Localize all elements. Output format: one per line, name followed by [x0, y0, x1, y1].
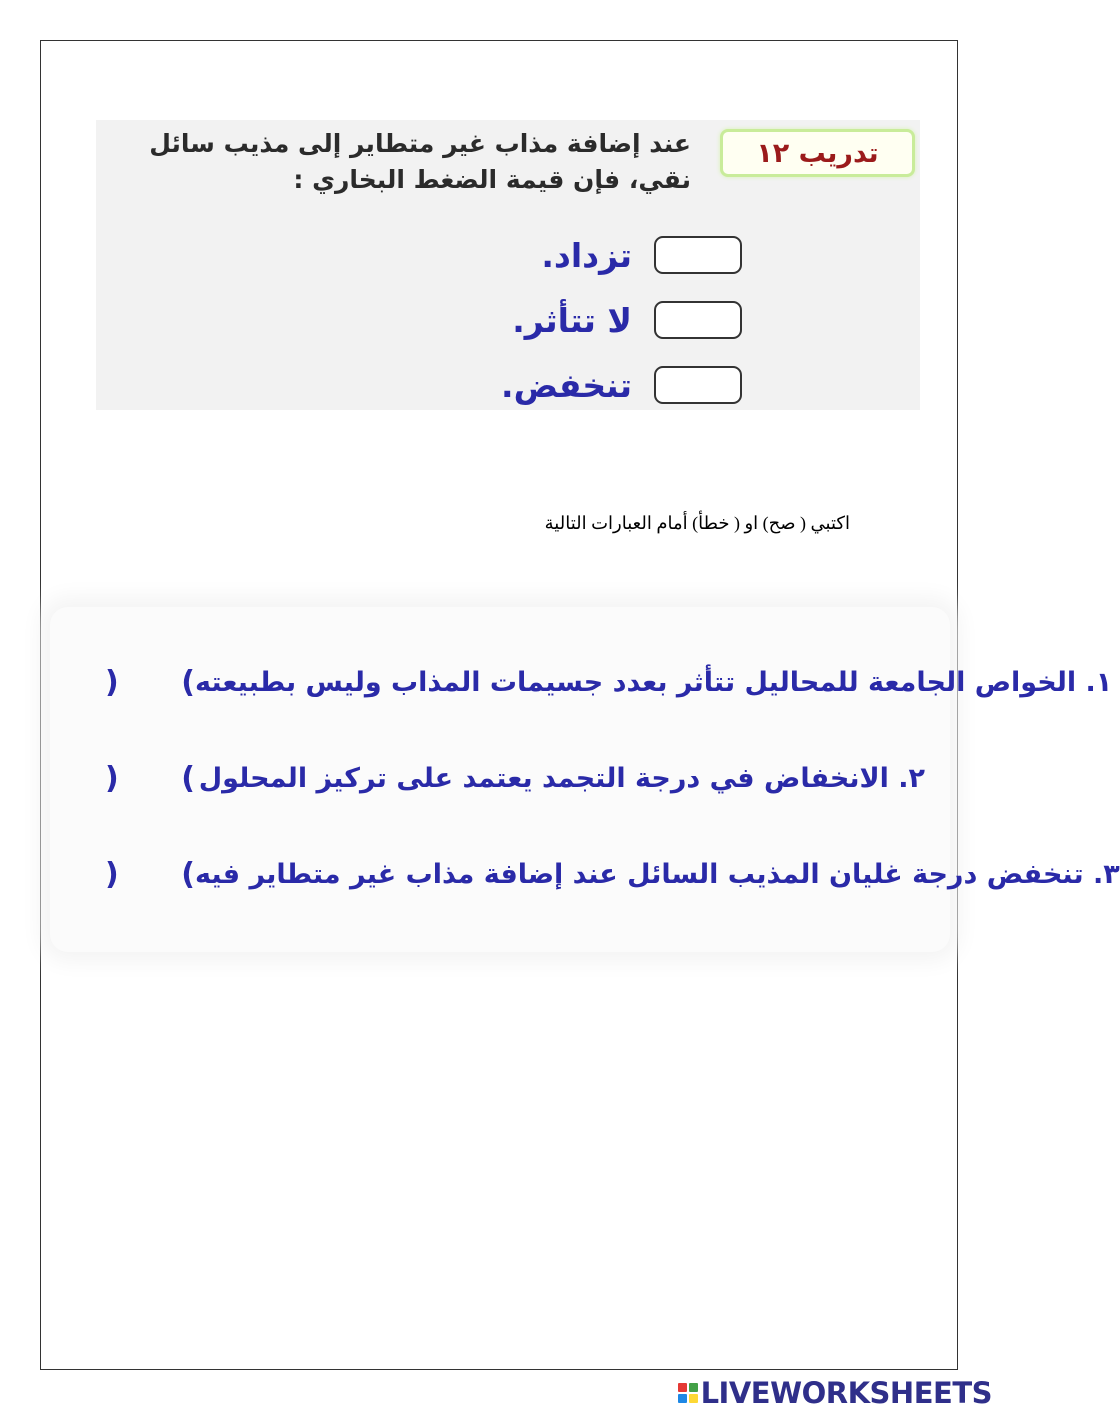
option-increase [456, 232, 742, 278]
paren-open: ) [105, 760, 119, 796]
option-decrease-label: تنخفض. [501, 365, 632, 405]
logo-square-3 [678, 1394, 687, 1403]
statement-1-text: ١. الخواص الجامعة للمحاليل تتأثر بعدد جسيمات المذاب وليس بطبيعته [195, 666, 1113, 698]
exercise-panel [96, 120, 920, 410]
option-unaffected-label: لا تتأثر. [512, 300, 632, 340]
instruction-text: اكتبي ( صح) او ( خطأ) أمام العبارات التالية [544, 513, 850, 533]
paren-close: ( [181, 760, 195, 796]
true-false-panel [50, 607, 1120, 952]
logo-text: LIVEWORKSHEETS [700, 1376, 992, 1410]
logo-grid-icon [678, 1383, 698, 1403]
logo-square-4 [689, 1394, 698, 1403]
option-unaffected-checkbox[interactable] [654, 301, 742, 339]
statement-2-answer-field[interactable] [105, 761, 195, 796]
liveworksheets-logo [678, 1376, 992, 1410]
logo-square-2 [689, 1383, 698, 1392]
option-increase-checkbox[interactable] [654, 236, 742, 274]
option-increase-label: تزداد. [541, 235, 632, 275]
paren-open: ) [105, 856, 119, 892]
statement-3-answer-field[interactable] [105, 857, 195, 892]
paren-close: ( [181, 664, 195, 700]
statement-3 [105, 849, 1120, 899]
paren-open: ) [105, 664, 119, 700]
statement-1 [105, 657, 1113, 707]
option-decrease [456, 362, 742, 408]
statement-2 [105, 753, 925, 803]
statement-3-text: ٣. تنخفض درجة غليان المذيب السائل عند إضافة مذاب غير متطاير فيه [195, 858, 1120, 890]
exercise-badge: تدريب ١٢ [720, 129, 915, 177]
statement-2-text: ٢. الانخفاض في درجة التجمد يعتمد على تركيز المحلول [198, 762, 925, 794]
option-decrease-checkbox[interactable] [654, 366, 742, 404]
option-unaffected [456, 297, 742, 343]
logo-square-1 [678, 1383, 687, 1392]
statement-1-answer-field[interactable] [105, 665, 195, 700]
paren-close: ( [181, 856, 195, 892]
exercise-question: عند إضافة مذاب غير متطاير إلى مذيب سائل نقي، فإن قيمة الضغط البخاري : [149, 129, 691, 194]
